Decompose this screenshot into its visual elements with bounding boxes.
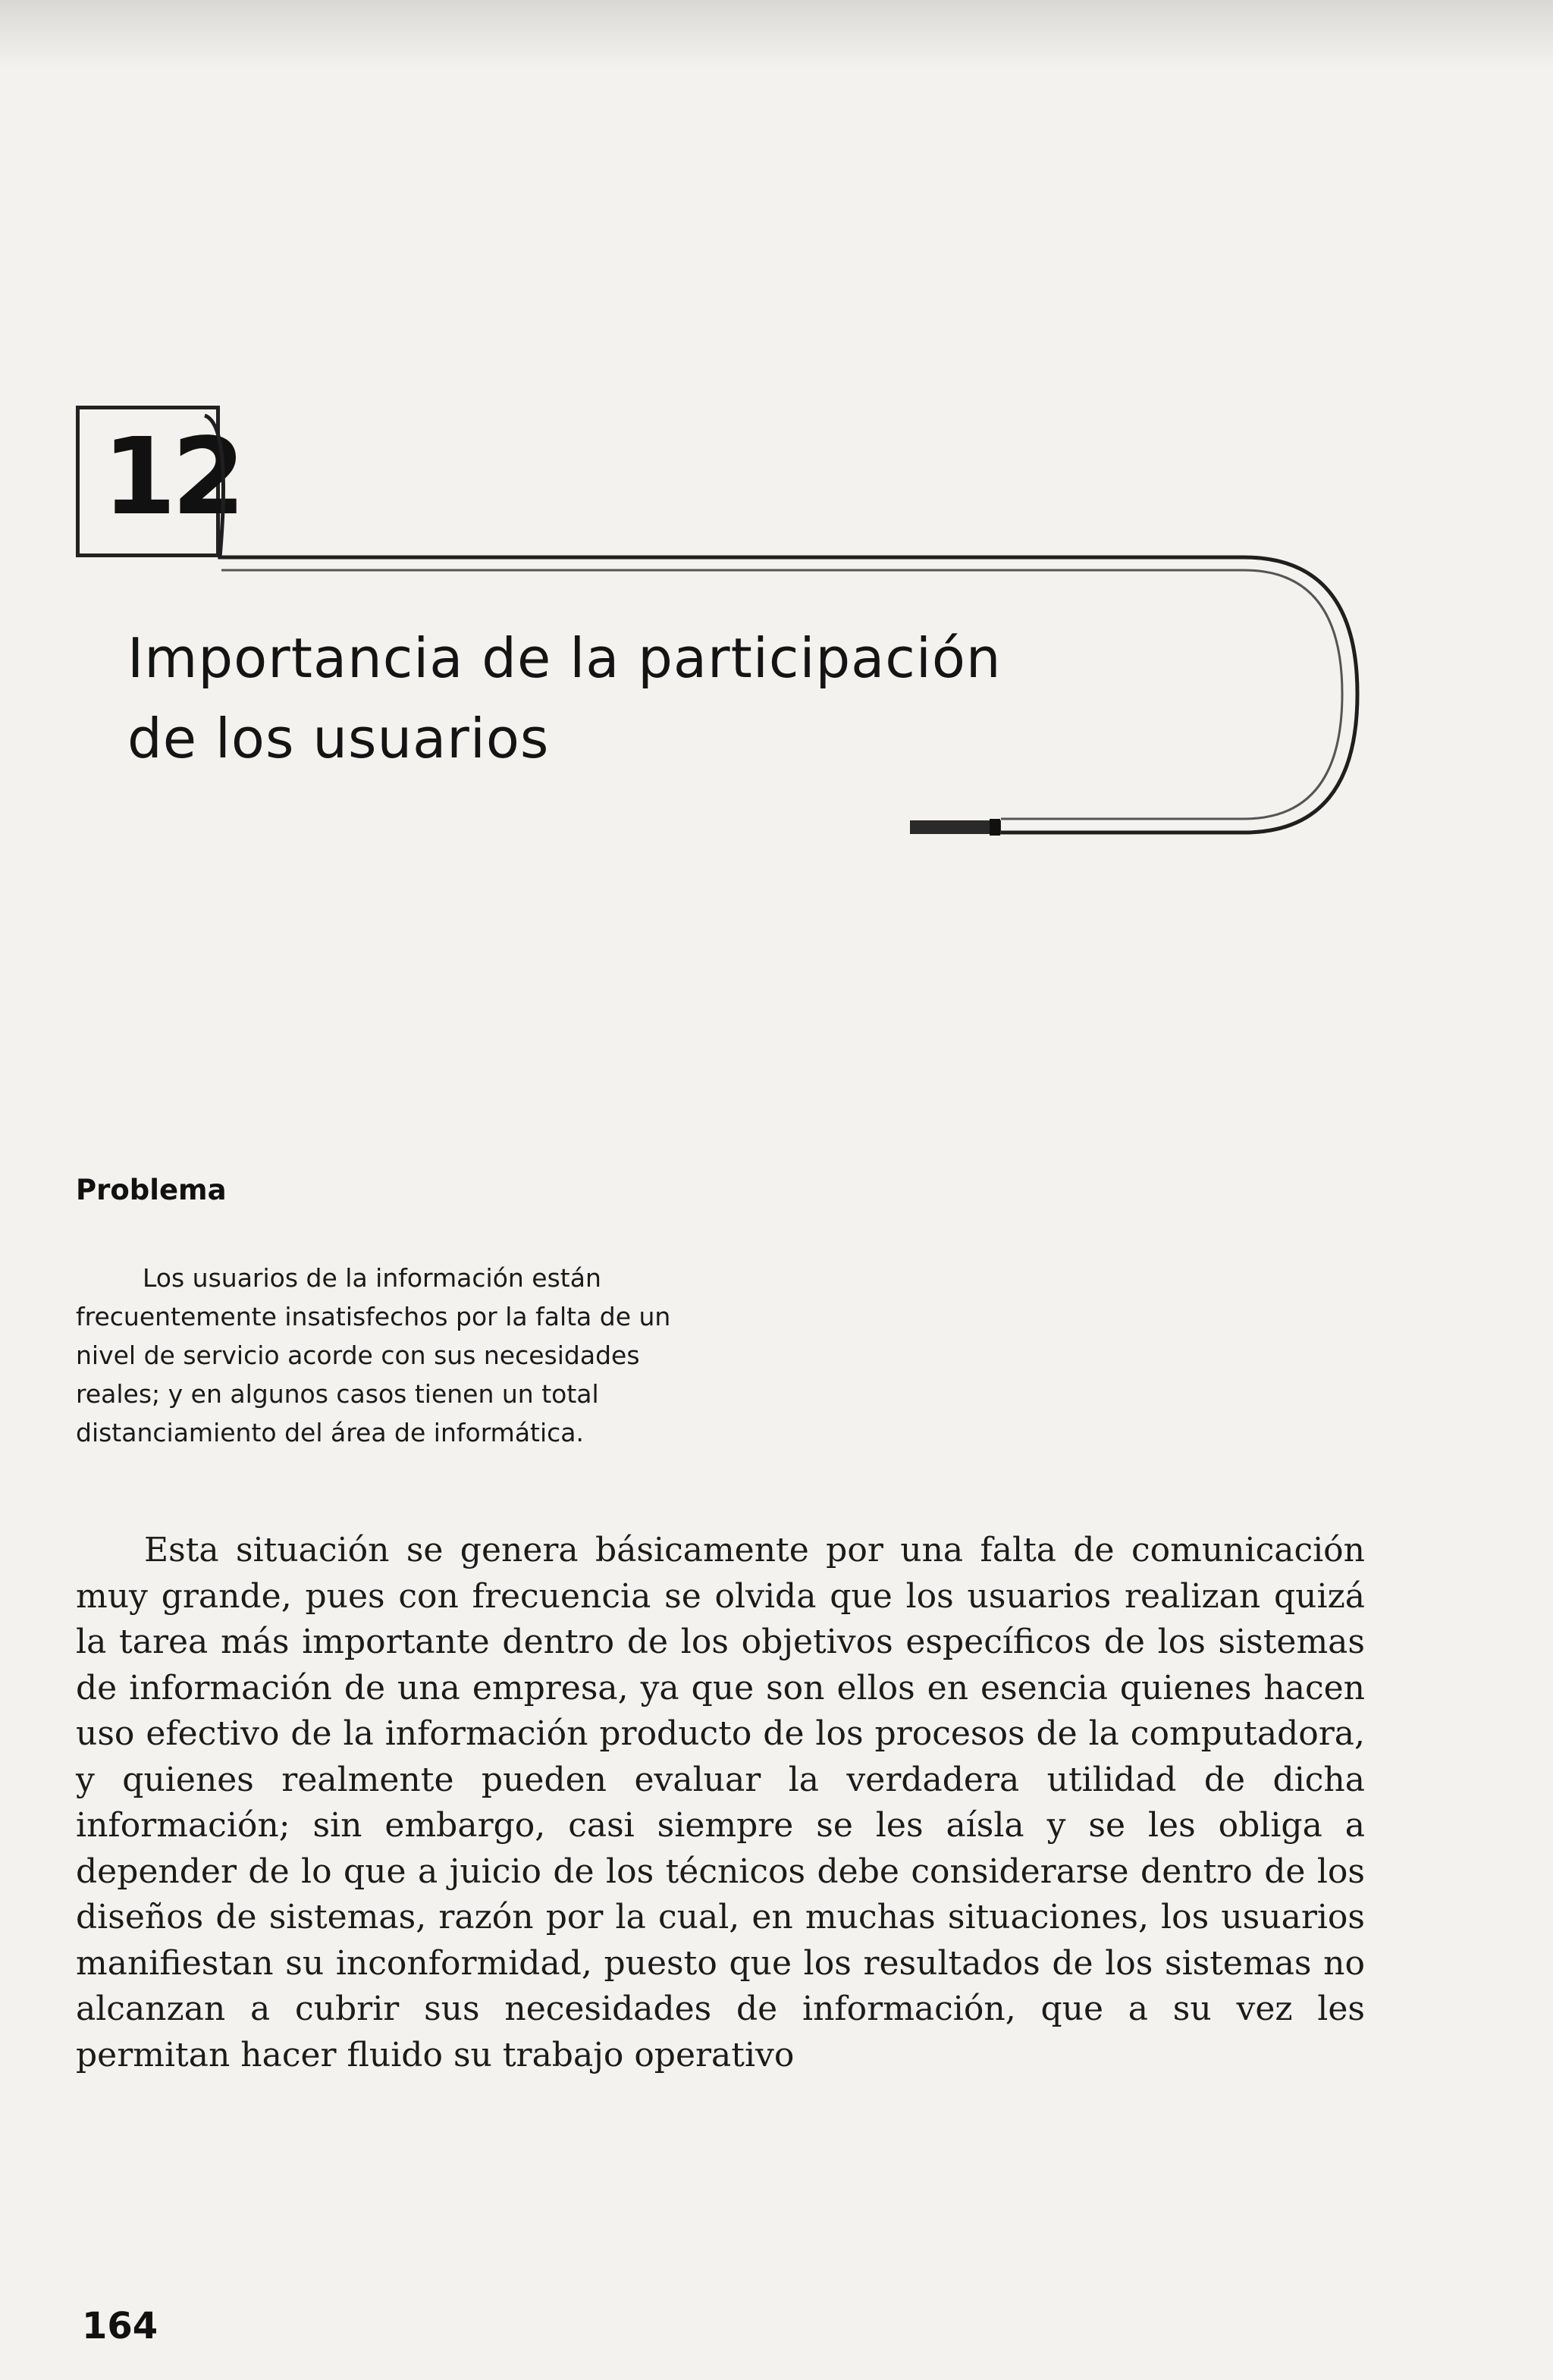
problem-text: Los usuarios de la información están frecuentemente insatisfechos por la falta de un nivel de servicio acorde con sus necesidades reales; y en algunos casos tienen un total distanciamiento del área de informática. [76, 1263, 671, 1447]
body-paragraph: Esta situación se genera básicamente por una falta de comunicación muy grande, pues con frecuencia se olvida que los usuarios realizan quizá la tarea más importante dentro de los objetivos específicos de los sistemas de información de una empresa, ya que son ellos en esencia quienes hacen uso efectivo de la información producto de los procesos de la computadora, y quienes realmente pueden evaluar la verdadera utilidad de dicha información; sin embargo, casi siempre se les aísla y se les obliga a depender de lo que a juicio de los técnicos debe considerarse dentro de los diseños de sistemas, razón por la cual, en muchas situaciones, los usuarios manifiestan su inconformidad, puesto que los resultados de los sistemas no alcanzan a cubrir sus necesidades de información, que a su vez les permitan hacer fluido su trabajo operativo [76, 1531, 1365, 2074]
chapter-title [127, 618, 1189, 779]
hook-tip-ring [990, 819, 1000, 836]
hook-tip [910, 820, 1001, 834]
problem-heading: Problema [76, 1174, 227, 1206]
page-number: 164 [82, 2305, 158, 2347]
chapter-number: 12 [102, 415, 241, 539]
chapter-title-line-2: de los usuarios [127, 707, 550, 770]
chapter-title-line-1: Importancia de la participación [127, 626, 1002, 690]
